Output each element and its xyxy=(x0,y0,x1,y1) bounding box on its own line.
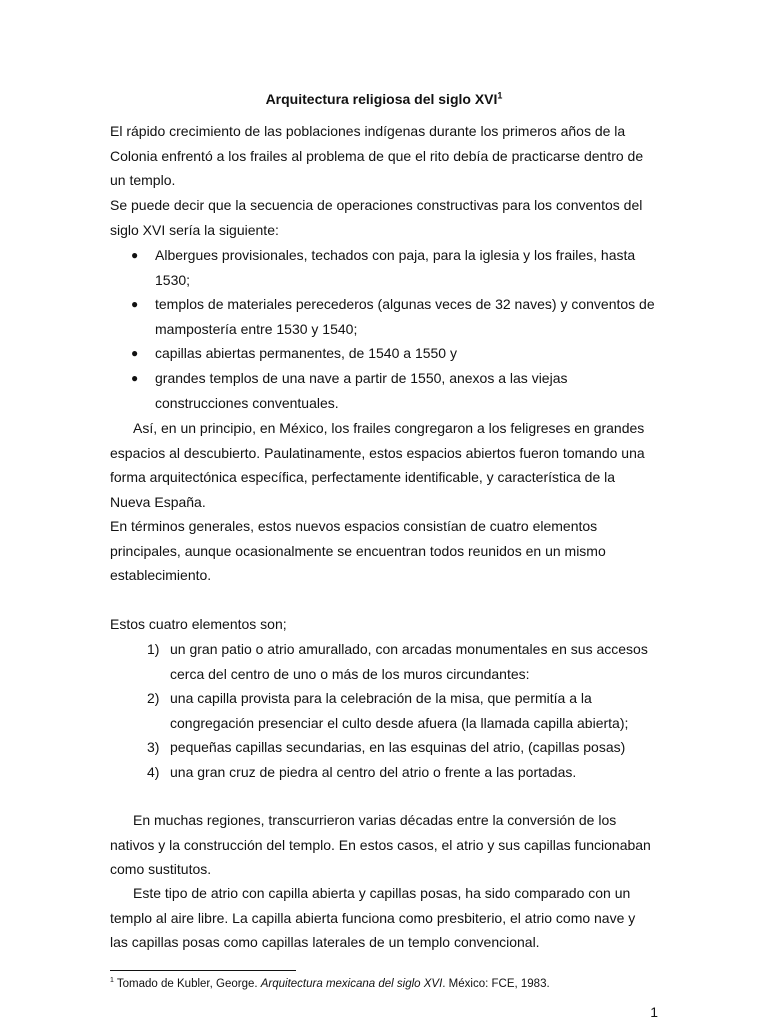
list-item-text: pequeñas capillas secundarias, en las esquinas del atrio, (capillas posas) xyxy=(170,739,626,756)
bullet-icon: ● xyxy=(131,297,139,312)
list-item-text: Albergues provisionales, techados con paja, para la iglesia y los frailes, hasta 1530; xyxy=(155,247,636,288)
list-item-text: templos de materiales perecederos (algunas veces de 32 naves) y conventos de mampostería entre 1530 y 1540; xyxy=(155,296,655,337)
list-item-text: una capilla provista para la celebración de la misa, que permitía a la congregación presenciar el culto desde afuera (la llamada capilla abierta); xyxy=(170,690,629,731)
list-item xyxy=(110,292,656,341)
item-number: 1) xyxy=(147,641,160,657)
generales-section xyxy=(110,514,656,588)
cuatro-intro: Estos cuatro elementos son; xyxy=(110,616,287,632)
intro-paragraph: El rápido crecimiento de las poblaciones indígenas durante los primeros años de la Colonia enfrentó a los frailes al problema de que el rito debía de practicarse dentro de un templo. xyxy=(110,123,644,189)
footnote-number: 1 xyxy=(110,977,114,985)
list-item-text: un gran patio o atrio amurallado, con arcadas monumentales en sus accesos cerca del centro de uno o más de los muros circundantes: xyxy=(170,641,648,682)
asi-paragraph: Así, en un principio, en México, los frailes congregaron a los feligreses en grandes espacios al descubierto. Paulatinamente, estos espacios abiertos fueron tomando una forma arquitectónica específica, perfectamente identificable, y característica de la Nueva España. xyxy=(110,420,645,510)
intro-section xyxy=(110,119,656,193)
bullet-icon: ● xyxy=(131,248,139,262)
cuatro-section xyxy=(110,612,656,637)
footnote-text: Tomado de Kubler, George. xyxy=(116,978,261,990)
item-number: 3) xyxy=(147,739,160,756)
este-paragraph: Este tipo de atrio con capilla abierta y capillas posas, ha sido comparado con un templo al aire libre. La capilla abierta funciona como presbiterio, el atrio como nave y las capillas posas como capillas laterales de un templo convencional. xyxy=(110,885,636,951)
sequence-paragraph: Se puede decir que la secuencia de operaciones constructivas para los conventos del siglo XVI sería la siguiente: xyxy=(110,197,643,238)
footnote-book-title: Arquitectura mexicana del siglo XVI xyxy=(260,978,443,990)
asi-section xyxy=(110,416,656,514)
footnote-separator xyxy=(110,970,296,971)
item-number: 2) xyxy=(147,690,160,707)
generales-paragraph: En términos generales, estos nuevos espacios consistían de cuatro elementos principales, aunque ocasionalmente se encuentran todos reunidos en un mismo establecimiento. xyxy=(110,518,606,584)
list-item xyxy=(110,686,658,735)
bullet-icon: ● xyxy=(131,346,139,361)
list-item xyxy=(110,341,656,366)
page-number: 1 xyxy=(650,1004,658,1020)
item-number: 4) xyxy=(147,763,160,780)
sequence-section xyxy=(110,193,656,242)
list-item xyxy=(110,760,658,785)
footnote-publisher: . México: FCE, 1983. xyxy=(442,978,550,990)
list-item xyxy=(110,637,658,686)
list-item-text: capillas abiertas permanentes, de 1540 a 1550 y xyxy=(155,345,457,362)
bullet-list xyxy=(110,243,656,415)
footnote-ref: 1 xyxy=(497,90,503,101)
list-item-text: grandes templos de una nave a partir de 1550, anexos a las viejas construcciones conventuales. xyxy=(155,369,568,411)
footnote xyxy=(110,976,550,992)
list-item xyxy=(110,366,656,415)
list-item xyxy=(110,735,658,760)
title-text: Arquitectura religiosa del siglo XVI xyxy=(265,91,498,107)
este-section xyxy=(110,881,656,955)
muchas-paragraph: En muchas regiones, transcurrieron varias décadas entre la conversión de los nativos y la construcción del templo. En estos casos, el atrio y sus capillas funcionaban como sustitutos. xyxy=(110,812,651,878)
list-item xyxy=(110,243,656,292)
bullet-icon: ● xyxy=(131,370,139,385)
page-title xyxy=(0,90,768,108)
list-item-text: una gran cruz de piedra al centro del atrio o frente a las portadas. xyxy=(170,763,577,780)
numbered-list xyxy=(110,637,658,785)
muchas-section xyxy=(110,808,656,882)
